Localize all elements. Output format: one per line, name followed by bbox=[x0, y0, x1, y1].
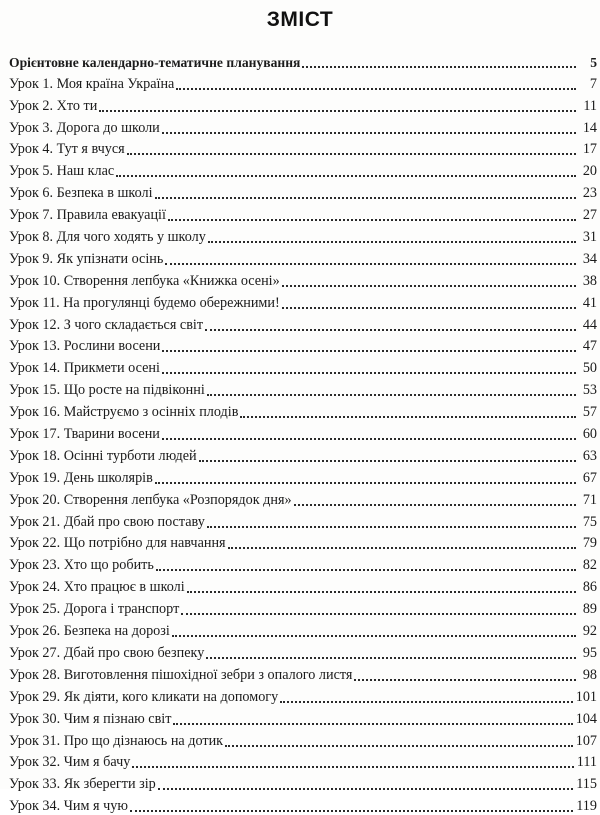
toc-entry-page-number: 71 bbox=[582, 491, 597, 508]
toc-entry-page-number: 111 bbox=[576, 754, 597, 771]
dot-leader bbox=[199, 454, 576, 462]
dot-leader bbox=[228, 541, 576, 549]
toc-entry bbox=[9, 355, 597, 377]
toc-entry bbox=[9, 49, 597, 71]
toc-entry-page-number: 63 bbox=[582, 447, 597, 464]
toc-entry-label: Урок 32. Чим я бачу bbox=[9, 754, 131, 771]
dot-leader bbox=[168, 213, 576, 221]
toc-entry-page-number: 38 bbox=[582, 272, 597, 289]
toc-entry-page-number: 20 bbox=[582, 163, 597, 180]
toc-entry bbox=[9, 312, 597, 334]
dot-leader bbox=[302, 60, 576, 68]
dot-leader bbox=[280, 695, 573, 703]
toc-entry-page-number: 98 bbox=[582, 666, 597, 683]
dot-leader bbox=[282, 279, 576, 287]
toc-entry bbox=[9, 158, 597, 180]
toc-entry-label: Урок 2. Хто ти bbox=[9, 97, 98, 114]
dot-leader bbox=[99, 104, 576, 112]
toc-entry-label: Урок 7. Правила евакуації bbox=[9, 207, 166, 224]
toc-entry-label: Урок 1. Моя країна Україна bbox=[9, 75, 175, 92]
toc-entry-label: Урок 3. Дорога до школи bbox=[9, 119, 160, 136]
toc-entry bbox=[9, 662, 597, 684]
toc-entry-page-number: 17 bbox=[582, 141, 597, 158]
dot-leader bbox=[162, 126, 576, 134]
toc-entry-page-number: 67 bbox=[582, 469, 597, 486]
toc-entry-page-number: 104 bbox=[575, 710, 597, 727]
toc-entry-page-number: 107 bbox=[575, 732, 597, 749]
toc-entry-label: Урок 31. Про що дізнаюсь на дотик bbox=[9, 732, 224, 749]
dot-leader bbox=[162, 432, 576, 440]
toc-entry bbox=[9, 93, 597, 115]
dot-leader bbox=[176, 82, 576, 90]
toc-entry-page-number: 47 bbox=[582, 338, 597, 355]
toc-entry-page-number: 41 bbox=[582, 294, 597, 311]
toc-entry bbox=[9, 465, 597, 487]
toc-entry bbox=[9, 487, 597, 509]
dot-leader bbox=[130, 804, 573, 812]
toc-entry-page-number: 75 bbox=[582, 513, 597, 530]
toc-entry-page-number: 31 bbox=[582, 229, 597, 246]
toc-entry-label: Урок 15. Що росте на підвіконні bbox=[9, 382, 205, 399]
toc-entry-label: Урок 27. Дбай про свою безпеку bbox=[9, 644, 205, 661]
toc-entry bbox=[9, 596, 597, 618]
toc-entry bbox=[9, 552, 597, 574]
dot-leader bbox=[173, 717, 572, 725]
toc-entry-label: Урок 34. Чим я чую bbox=[9, 798, 128, 815]
toc-entry-page-number: 95 bbox=[582, 644, 597, 661]
toc-entry-page-number: 119 bbox=[576, 798, 597, 815]
toc-entry-page-number: 60 bbox=[582, 426, 597, 443]
toc-entry-page-number: 89 bbox=[582, 601, 597, 618]
dot-leader bbox=[172, 629, 576, 637]
toc-entry bbox=[9, 443, 597, 465]
toc-entry-label: Урок 9. Як упізнати осінь bbox=[9, 250, 164, 267]
toc-entry bbox=[9, 202, 597, 224]
toc-entry bbox=[9, 640, 597, 662]
toc-entry-label: Урок 16. Майструємо з осінніх плодів bbox=[9, 404, 239, 421]
dot-leader bbox=[225, 739, 573, 747]
toc-entry-label: Урок 21. Дбай про свою поставу bbox=[9, 513, 205, 530]
toc-entry-page-number: 5 bbox=[590, 54, 597, 70]
toc-entry-page-number: 86 bbox=[582, 579, 597, 596]
dot-leader bbox=[156, 563, 576, 571]
toc-entry bbox=[9, 421, 597, 443]
toc-entry-label: Урок 29. Як діяти, кого кликати на допомогу bbox=[9, 688, 279, 705]
dot-leader bbox=[207, 388, 576, 396]
toc-entry bbox=[9, 618, 597, 640]
toc-entry-page-number: 92 bbox=[582, 623, 597, 640]
dot-leader bbox=[294, 498, 576, 506]
toc-entry bbox=[9, 246, 597, 268]
toc-entry-label: Урок 11. На прогулянці будемо обережними! bbox=[9, 294, 280, 311]
toc-entry-label: Урок 23. Хто що робить bbox=[9, 557, 154, 574]
toc-entry-label: Урок 33. Як зберегти зір bbox=[9, 776, 156, 793]
dot-leader bbox=[206, 651, 576, 659]
toc-entry-page-number: 82 bbox=[582, 557, 597, 574]
toc-entry-page-number: 79 bbox=[582, 535, 597, 552]
toc-entry-label: Урок 10. Створення лепбука «Книжка осені» bbox=[9, 272, 280, 289]
dot-leader bbox=[162, 366, 576, 374]
toc-entry-page-number: 11 bbox=[583, 97, 597, 114]
dot-leader bbox=[240, 410, 576, 418]
toc-entry-label: Урок 26. Безпека на дорозі bbox=[9, 623, 170, 640]
toc-entry-page-number: 44 bbox=[582, 316, 597, 333]
page-title: ЗМІСТ bbox=[266, 8, 334, 31]
toc-entry-page-number: 53 bbox=[582, 382, 597, 399]
toc-entry-page-number: 7 bbox=[589, 75, 597, 92]
toc-entry-page-number: 101 bbox=[575, 688, 597, 705]
toc-entry bbox=[9, 399, 597, 421]
dot-leader bbox=[116, 169, 576, 177]
toc-entry-page-number: 57 bbox=[582, 404, 597, 421]
dot-leader bbox=[158, 782, 574, 790]
toc-entry bbox=[9, 793, 597, 815]
toc-entry bbox=[9, 750, 597, 772]
toc-entry bbox=[9, 728, 597, 750]
toc-entry-label: Урок 6. Безпека в школі bbox=[9, 185, 153, 202]
toc-entry-page-number: 115 bbox=[576, 776, 597, 793]
toc-entry-label: Урок 25. Дорога і транспорт bbox=[9, 601, 180, 618]
toc-entry-label: Урок 28. Виготовлення пішохідної зебри з опалого листя bbox=[9, 666, 353, 683]
toc-entry-label: Урок 22. Що потрібно для навчання bbox=[9, 535, 226, 552]
toc-entry bbox=[9, 684, 597, 706]
toc-entry-label: Орієнтовне календарно-тематичне планування bbox=[9, 54, 301, 70]
dot-leader bbox=[205, 323, 576, 331]
dot-leader bbox=[127, 147, 576, 155]
toc-entry bbox=[9, 268, 597, 290]
toc-entry-label: Урок 18. Осінні турботи людей bbox=[9, 447, 197, 464]
dot-leader bbox=[165, 257, 576, 265]
toc-entry bbox=[9, 377, 597, 399]
toc-entry-label: Урок 19. День школярів bbox=[9, 469, 153, 486]
toc-entry-label: Урок 20. Створення лепбука «Розпорядок дня» bbox=[9, 491, 292, 508]
toc-entry bbox=[9, 706, 597, 728]
dot-leader bbox=[181, 607, 576, 615]
toc-entry bbox=[9, 180, 597, 202]
dot-leader bbox=[282, 301, 576, 309]
toc-entry-label: Урок 12. З чого складається світ bbox=[9, 316, 204, 333]
toc-entry bbox=[9, 71, 597, 93]
toc-entry bbox=[9, 531, 597, 553]
toc-entry bbox=[9, 290, 597, 312]
toc-entry bbox=[9, 334, 597, 356]
dot-leader bbox=[354, 673, 576, 681]
toc-entry bbox=[9, 574, 597, 596]
toc-entry-label: Урок 24. Хто працює в школі bbox=[9, 579, 185, 596]
toc-entry-label: Урок 17. Тварини восени bbox=[9, 426, 160, 443]
dot-leader bbox=[208, 235, 576, 243]
toc-entry-label: Урок 30. Чим я пізнаю світ bbox=[9, 710, 172, 727]
dot-leader bbox=[155, 191, 576, 199]
dot-leader bbox=[155, 476, 576, 484]
toc-entry-label: Урок 5. Наш клас bbox=[9, 163, 115, 180]
toc-entry-page-number: 14 bbox=[582, 119, 597, 136]
toc-entry-page-number: 50 bbox=[582, 360, 597, 377]
toc-entry bbox=[9, 224, 597, 246]
toc-entry bbox=[9, 509, 597, 531]
toc-entry-page-number: 27 bbox=[582, 207, 597, 224]
dot-leader bbox=[207, 520, 576, 528]
toc-entry bbox=[9, 771, 597, 793]
toc-entry-page-number: 34 bbox=[582, 250, 597, 267]
dot-leader bbox=[187, 585, 576, 593]
dot-leader bbox=[132, 760, 573, 768]
toc-entry bbox=[9, 137, 597, 159]
dot-leader bbox=[162, 344, 576, 352]
toc-entry-label: Урок 8. Для чого ходять у школу bbox=[9, 229, 206, 246]
toc-entry-label: Урок 13. Рослини восени bbox=[9, 338, 161, 355]
toc-entry bbox=[9, 115, 597, 137]
toc-entry-page-number: 23 bbox=[582, 185, 597, 202]
toc-entry-label: Урок 4. Тут я вчуся bbox=[9, 141, 125, 158]
toc-entry-label: Урок 14. Прикмети осені bbox=[9, 360, 160, 377]
table-of-contents bbox=[9, 49, 597, 815]
